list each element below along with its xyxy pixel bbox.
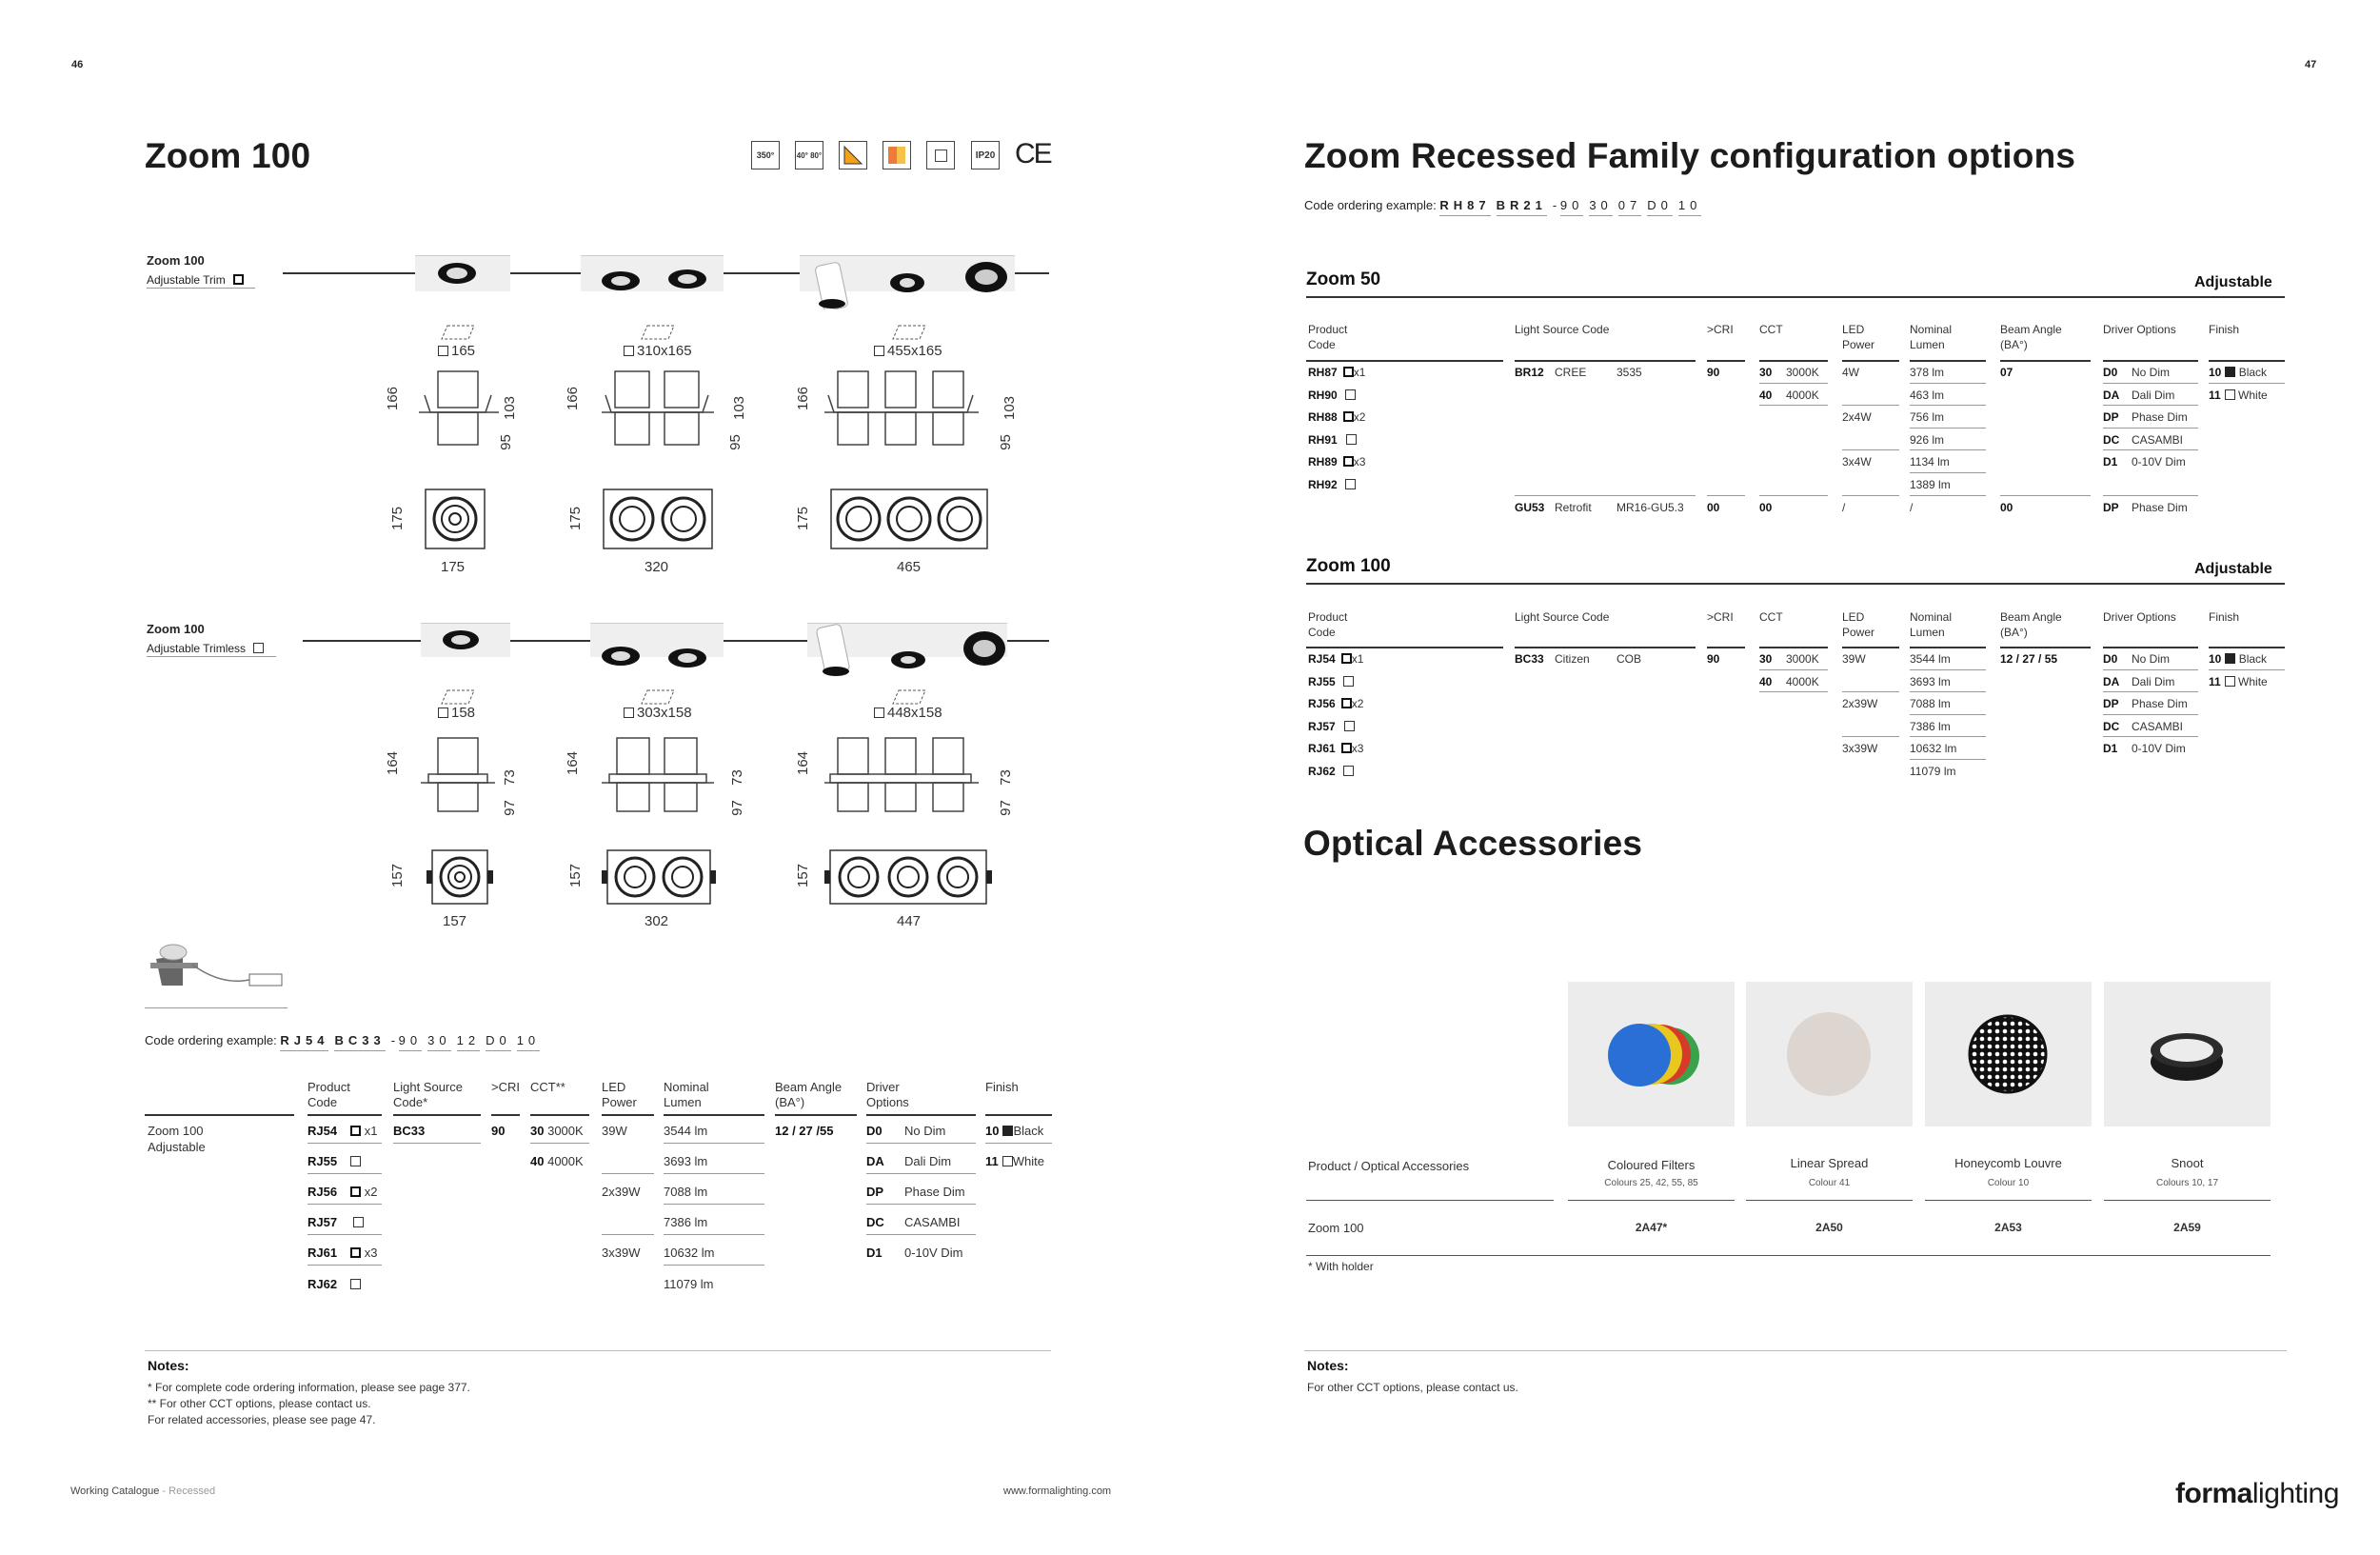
beam-angle: 12 / 27 /55 <box>775 1124 834 1138</box>
rotation-350-icon: 350° <box>751 141 780 169</box>
side-elevation <box>602 367 725 462</box>
coloured-filters-image <box>1568 982 1735 1126</box>
height-dim: 166 <box>385 386 402 411</box>
page-number-left: 46 <box>71 59 84 70</box>
top-view <box>603 488 713 549</box>
accessory-code: 2A47* <box>1635 1221 1668 1234</box>
row-label: Adjustable <box>148 1140 206 1154</box>
lumen: 3544 lm <box>664 1124 708 1138</box>
height-dim: 97 <box>997 800 1014 816</box>
product-code: RJ56 x2 <box>307 1185 378 1199</box>
height-dim: 97 <box>728 800 745 816</box>
accessory-code: 2A53 <box>1994 1221 2022 1234</box>
product-code: RJ62 <box>307 1277 361 1291</box>
cct-value: 30 3000K <box>530 1124 584 1138</box>
height-dim: 166 <box>795 386 812 411</box>
col-cri: >CRI <box>491 1080 520 1094</box>
ip20-icon: IP20 <box>971 141 1000 169</box>
height-dim: 95 <box>997 434 1014 450</box>
family-type: Adjustable <box>2194 561 2272 577</box>
fixture-render-1 <box>421 623 510 657</box>
depth-dim: 157 <box>795 863 812 888</box>
depth-dim: 175 <box>389 506 407 531</box>
forma-lighting-logo: formalighting <box>2175 1478 2339 1509</box>
cutout-icon <box>640 324 678 343</box>
width-dim: 175 <box>441 559 466 575</box>
height-dim: 73 <box>501 769 518 786</box>
side-elevation <box>602 735 725 830</box>
color-temp-icon <box>883 141 911 169</box>
width-dim: 157 <box>443 913 467 929</box>
cutout-dim: 448x158 <box>874 705 942 721</box>
code-example-left: Code ordering example: RJ54 BC33 - 90 30 12 D0 10 <box>145 1033 545 1051</box>
fixture-render-3 <box>800 255 1015 291</box>
side-elevation <box>419 735 514 830</box>
height-dim: 97 <box>501 800 518 816</box>
accessory-colours: Colour 10 <box>1987 1178 2030 1188</box>
accessory-colours: Colours 25, 42, 55, 85 <box>1604 1178 1698 1188</box>
lumen: 7386 lm <box>664 1215 708 1229</box>
width-dim: 320 <box>645 559 669 575</box>
driver-option: D0 No Dim <box>866 1124 946 1138</box>
optical-title: Optical Accessories <box>1303 824 1643 863</box>
driver-option: DA Dali Dim <box>866 1154 952 1168</box>
notes-left: Notes: * For complete code ordering information, please see page 377. ** For other CCT options, please contact us. For related accessories, please see page 47. <box>148 1358 470 1426</box>
side-elevation <box>824 735 996 830</box>
accessory-name: Coloured Filters <box>1607 1158 1696 1172</box>
top-view <box>830 488 988 549</box>
product-code: RJ54 x1 <box>307 1124 378 1138</box>
led-power: 39W <box>602 1124 627 1138</box>
fixture-render-3 <box>807 623 1007 657</box>
fixture-render-2 <box>581 255 724 291</box>
honeycomb-louvre-image <box>1925 982 2092 1126</box>
led-power: 3x39W <box>602 1246 641 1260</box>
accessory-colours: Colour 41 <box>1808 1178 1851 1188</box>
recessed-frame-icon <box>926 141 955 169</box>
finish-black: 10 Black <box>985 1124 1044 1138</box>
family-name: Zoom 100 <box>1306 556 1391 576</box>
height-dim: 164 <box>565 750 582 776</box>
cutout-icon <box>891 324 929 343</box>
top-view <box>426 849 493 905</box>
optical-row-label: Zoom 100 <box>1308 1221 1364 1235</box>
led-power: 2x39W <box>602 1185 641 1199</box>
accessory-colours: Colours 10, 17 <box>2155 1178 2219 1188</box>
lumen: 7088 lm <box>664 1185 708 1199</box>
col-product: Product Code <box>307 1080 350 1109</box>
cutout-icon <box>440 324 478 343</box>
accessory-name: Honeycomb Louvre <box>1954 1156 2062 1170</box>
footer-catalogue: Working Catalogue - Recessed <box>70 1485 216 1497</box>
accessory-code: 2A50 <box>1815 1221 1843 1234</box>
depth-dim: 175 <box>795 506 812 531</box>
lumen: 11079 lm <box>664 1277 714 1291</box>
cri-value: 90 <box>491 1124 506 1138</box>
depth-dim: 157 <box>567 863 585 888</box>
col-beam: Beam Angle (BA°) <box>775 1080 843 1109</box>
cct-value: 40 4000K <box>530 1154 584 1168</box>
page-title: Zoom 100 <box>145 136 311 175</box>
top-view <box>602 849 716 905</box>
height-dim: 164 <box>385 750 402 776</box>
height-dim: 166 <box>565 386 582 411</box>
width-dim: 302 <box>645 913 669 929</box>
family-name: Zoom 50 <box>1306 269 1381 289</box>
col-light: Light Source Code* <box>393 1080 463 1109</box>
col-led: LED Power <box>602 1080 637 1109</box>
code-example-right: Code ordering example: RH87 BR21 - 90 30 07 D0 10 <box>1304 198 1707 216</box>
driver-option: D1 0-10V Dim <box>866 1246 963 1260</box>
lumen: 10632 lm <box>664 1246 715 1260</box>
product-code: RJ57 <box>307 1215 364 1229</box>
cutout-dim: 455x165 <box>874 343 942 359</box>
driver-option: DC CASAMBI <box>866 1215 961 1229</box>
fixture-render-1 <box>415 255 510 291</box>
light-source: BC33 <box>393 1124 426 1138</box>
snoot-image <box>2104 982 2271 1126</box>
width-dim: 465 <box>897 559 922 575</box>
tilt-angle-icon: 40° 80° <box>795 141 823 169</box>
notes-right: Notes: For other CCT options, please contact us. <box>1307 1358 1518 1394</box>
ce-mark-icon: CE <box>1015 138 1051 169</box>
top-view <box>425 488 486 549</box>
accessory-name: Snoot <box>2171 1156 2204 1170</box>
height-dim: 73 <box>997 769 1014 786</box>
accessory-name: Linear Spread <box>1790 1156 1869 1170</box>
width-dim: 447 <box>897 913 922 929</box>
fixture-render-2 <box>590 623 724 657</box>
col-driver: Driver Options <box>866 1080 909 1109</box>
page-number-right: 47 <box>2305 59 2317 70</box>
driver-option: DP Phase Dim <box>866 1185 965 1199</box>
optical-footnote: * With holder <box>1308 1260 1374 1273</box>
trim-label: Zoom 100 Adjustable Trim <box>147 253 244 287</box>
side-elevation <box>824 367 996 462</box>
cutout-dim: 165 <box>438 343 475 359</box>
cutout-dim: 310x165 <box>624 343 692 359</box>
col-finish: Finish <box>985 1080 1019 1094</box>
retrofit-row: GU53 Retrofit MR16-GU5.3 <box>1515 501 1684 514</box>
linear-spread-image <box>1746 982 1913 1126</box>
finish-white: 11 White <box>985 1154 1044 1168</box>
right-page-title: Zoom Recessed Family configuration options <box>1304 136 2076 175</box>
trimless-label: Zoom 100 Adjustable Trimless <box>147 622 264 655</box>
top-view <box>824 849 992 905</box>
height-dim: 164 <box>795 750 812 776</box>
product-code: RJ55 <box>307 1154 361 1168</box>
accessory-code: 2A59 <box>2173 1221 2201 1234</box>
family-type: Adjustable <box>2194 274 2272 290</box>
col-cct: CCT** <box>530 1080 565 1094</box>
optical-col-label: Product / Optical Accessories <box>1308 1159 1470 1173</box>
footer-url[interactable]: www.formalighting.com <box>1003 1485 1112 1497</box>
row-label: Zoom 100 <box>148 1124 204 1138</box>
height-dim: 103 <box>502 395 519 421</box>
lumen: 3693 lm <box>664 1154 708 1168</box>
cutout-dim: 303x158 <box>624 705 692 721</box>
fixture-driver-illustration <box>145 938 288 1005</box>
height-dim: 95 <box>726 434 744 450</box>
height-dim: 103 <box>731 395 748 421</box>
col-lumen: Nominal Lumen <box>664 1080 709 1109</box>
height-dim: 103 <box>1002 395 1019 421</box>
height-dim: 73 <box>728 769 745 786</box>
product-code: RJ61 x3 <box>307 1246 378 1260</box>
cutout-dim: 158 <box>438 705 475 721</box>
depth-dim: 157 <box>389 863 407 888</box>
depth-dim: 175 <box>567 506 585 531</box>
beam-icon <box>839 141 867 169</box>
height-dim: 95 <box>497 434 514 450</box>
